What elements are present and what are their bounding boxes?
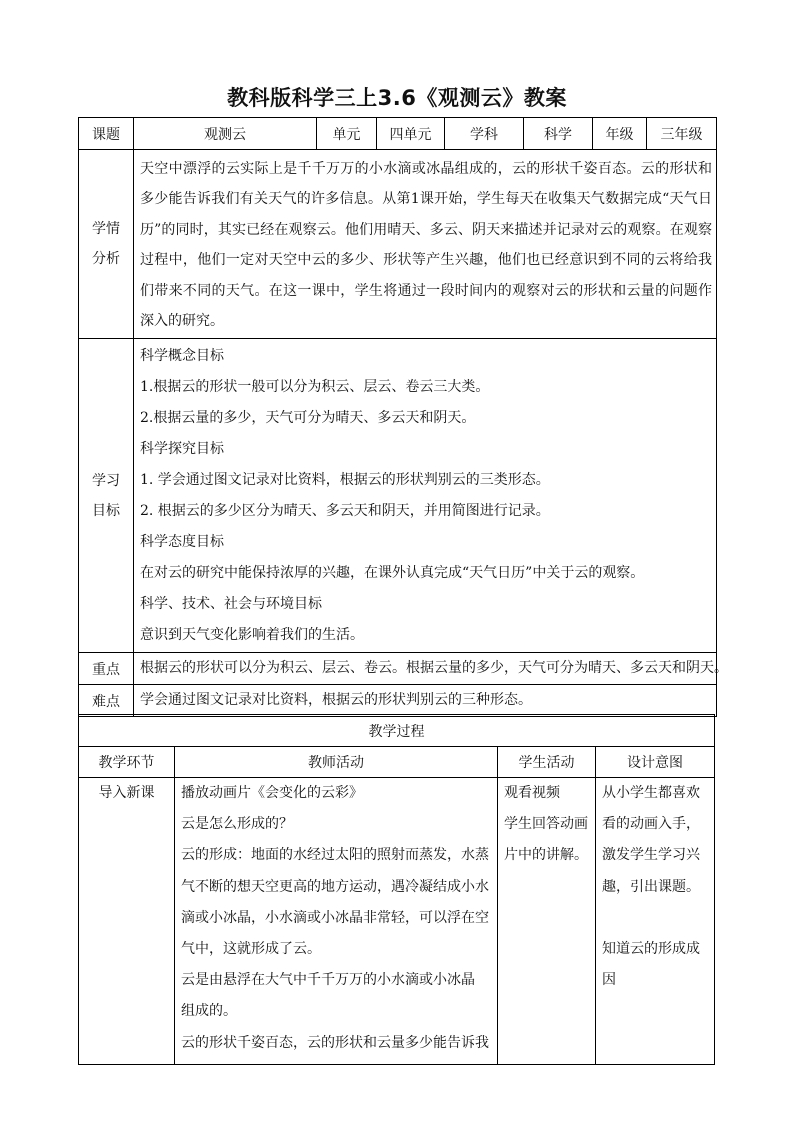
design-intent-cell <box>596 778 715 1065</box>
unit-label: 单元 <box>317 118 377 150</box>
teacher-line: 云的形状千姿百态，云的形状和云量多少能告诉我 <box>181 1034 489 1051</box>
difficulty-text: 学会通过图文记录对比资料，根据云的形状判别云的三种形态。 <box>134 685 717 717</box>
grade-value: 三年级 <box>647 118 717 150</box>
teacher-line: 云是怎么形成的？ <box>181 816 293 833</box>
analysis-label-line-1: 学情 <box>92 221 120 237</box>
objectives-label-line-1: 学习 <box>92 472 120 489</box>
teacher-line: 云是由悬浮在大气中千千万万的小水滴或小冰晶 <box>181 972 475 989</box>
objectives-label-line-2: 目标 <box>92 502 120 519</box>
page-title: 教科版科学三上3.6《观测云》教案 <box>227 86 567 110</box>
teacher-line: 滴或小冰晶，小水滴或小冰晶非常轻，可以浮在空 <box>181 909 489 926</box>
design-line: 看的动画入手， <box>602 816 700 833</box>
teacher-line: 云的形成：地面的水经过太阳的照射而蒸发，水蒸 <box>181 847 489 864</box>
process-heading: 教学过程 <box>79 715 715 747</box>
analysis-text: 天空中漂浮的云实际上是千千万万的小水滴或冰晶组成的，云的形状千姿百态。云的形状和多少能告诉我们有关天气的许多信息。从第1课开始，学生每天在收集天气数据完成“天气日历”的同时，其实已经在观察云。他们用晴天、多云、阴天来描述并记录对云的观察。在观察过程中，他们一定对天空中云的多少、形状等产生兴趣，他们也已经意识到不同的云将给我们带来不同的天气。在这一课中，学生将通过一段时间内的观察对云的形状和云量的问题作深入的研究。 <box>134 150 717 339</box>
objective-line: 科学态度目标 <box>140 533 224 550</box>
objective-line: 2. 根据云的多少区分为晴天、多云天和阴天，并用简图进行记录。 <box>140 502 550 519</box>
student-line: 观看视频 <box>504 785 560 801</box>
objectives-cell <box>134 339 717 653</box>
key-point-text: 根据云的形状可以分为积云、层云、卷云。根据云量的多少，天气可分为晴天、多云天和阴天。 <box>134 653 717 685</box>
topic-label: 课题 <box>79 118 134 150</box>
objectives-label <box>79 339 134 653</box>
teacher-line: 组成的。 <box>181 1003 237 1020</box>
objective-line: 1. 学会通过图文记录对比资料，根据云的形状判别云的三类形态。 <box>140 471 550 488</box>
column-stage: 教学环节 <box>79 747 175 778</box>
grade-label: 年级 <box>593 118 647 150</box>
objective-line: 2.根据云量的多少，天气可分为晴天、多云天和阴天。 <box>140 409 476 426</box>
teacher-line: 气中，这就形成了云。 <box>181 941 321 958</box>
unit-value: 四单元 <box>377 118 445 150</box>
subject-value: 科学 <box>524 118 593 150</box>
student-line: 学生回答动画 <box>504 816 588 833</box>
objective-line: 1.根据云的形状一般可以分为积云、层云、卷云三大类。 <box>140 378 490 395</box>
objective-line: 意识到天气变化影响着我们的生活。 <box>140 626 364 643</box>
design-line: 从小学生都喜欢 <box>602 785 700 801</box>
objective-line: 科学、技术、社会与环境目标 <box>140 595 322 612</box>
column-design: 设计意图 <box>596 747 715 778</box>
objective-line: 科学概念目标 <box>140 347 224 364</box>
stage-cell <box>79 778 175 1065</box>
lesson-info-table <box>78 117 728 717</box>
teacher-line: 气不断的想天空更高的地方运动，遇冷凝结成小水 <box>181 878 489 895</box>
design-line-blank <box>596 903 714 934</box>
column-student: 学生活动 <box>498 747 596 778</box>
teacher-activity-cell <box>175 778 498 1065</box>
objective-line: 在对云的研究中能保持浓厚的兴趣，在课外认真完成“天气日历”中关于云的观察。 <box>140 564 645 581</box>
column-teacher: 教师活动 <box>175 747 498 778</box>
objective-line: 科学探究目标 <box>140 440 224 457</box>
student-line: 片中的讲解。 <box>504 847 588 864</box>
subject-label: 学科 <box>445 118 524 150</box>
design-line: 趣，引出课题。 <box>602 878 700 895</box>
stage-text: 导入新课 <box>98 785 155 801</box>
design-line: 激发学生学习兴 <box>602 847 700 864</box>
difficulty-label: 难点 <box>79 685 134 717</box>
design-line: 因 <box>602 972 616 989</box>
topic-value: 观测云 <box>134 118 317 150</box>
teaching-process-table <box>78 714 715 1065</box>
key-point-label: 重点 <box>79 653 134 685</box>
design-line: 知道云的形成成 <box>602 941 700 957</box>
analysis-label <box>79 150 134 339</box>
teacher-line: 播放动画片《会变化的云彩》 <box>181 785 363 801</box>
analysis-label-line-2: 分析 <box>92 251 120 267</box>
student-activity-cell <box>498 778 596 1065</box>
